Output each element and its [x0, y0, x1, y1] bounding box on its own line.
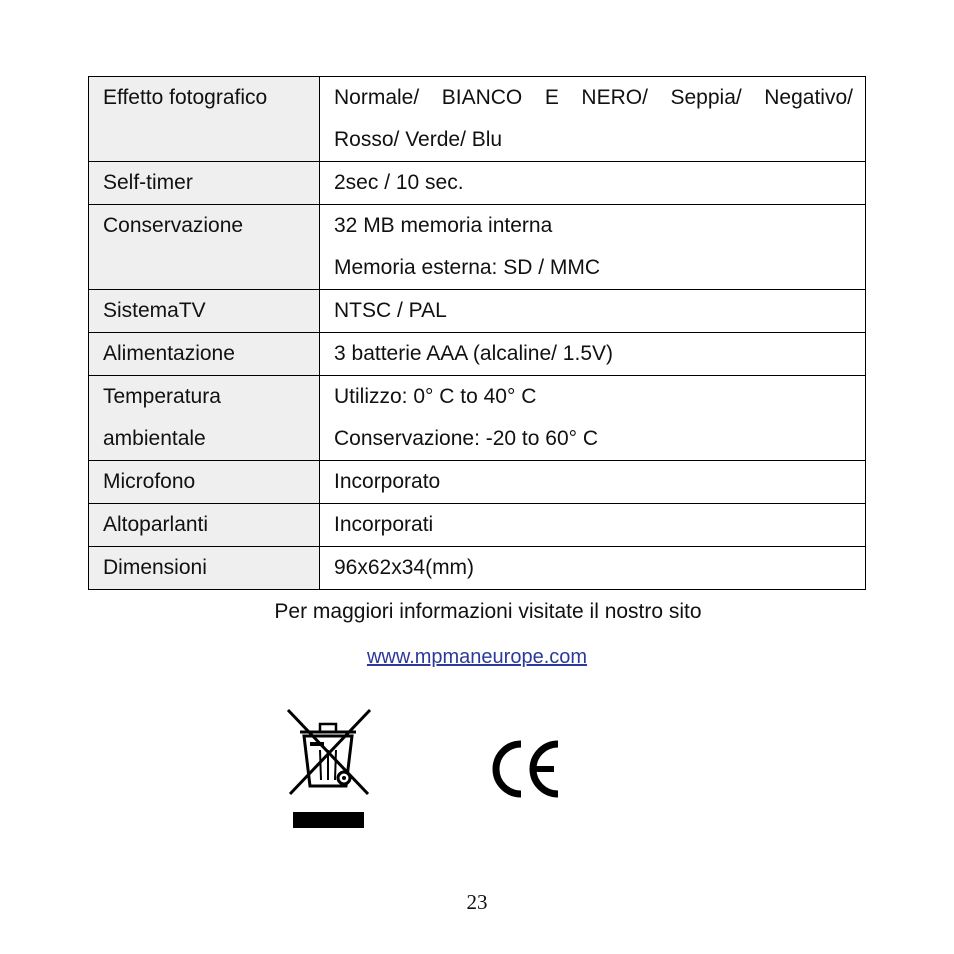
spec-value-cell: [320, 77, 866, 162]
spec-value: Memoria esterna: SD / MMC: [334, 256, 601, 279]
spec-label-cell: [89, 333, 320, 376]
spec-row: [89, 205, 866, 290]
spec-label: Dimensioni: [103, 556, 207, 579]
spec-row: [89, 162, 866, 205]
spec-label: Temperatura: [103, 385, 221, 408]
weee-crossed-bin-icon: [282, 706, 378, 834]
spec-label: Microfono: [103, 470, 196, 493]
spec-row: [89, 547, 866, 590]
spec-label: [89, 247, 319, 289]
spec-label-cell: [89, 77, 320, 162]
spec-value: 3 batterie AAA (alcaline/ 1.5V): [334, 342, 613, 365]
spec-value: Incorporati: [334, 513, 434, 536]
spec-value: Conservazione: -20 to 60° C: [334, 427, 599, 450]
spec-value: Utilizzo: 0° C to 40° C: [334, 385, 537, 408]
spec-row: [89, 376, 866, 461]
spec-row: [89, 290, 866, 333]
spec-value-cell: [320, 290, 866, 333]
spec-label-cell: [89, 205, 320, 290]
spec-value-cell: [320, 547, 866, 590]
page-number: 23: [466, 890, 488, 914]
ce-mark-icon: [490, 738, 564, 800]
spec-label: Altoparlanti: [103, 513, 209, 536]
spec-label: Conservazione: [103, 214, 244, 237]
spec-label-cell: [89, 547, 320, 590]
spec-label: Effetto fotografico: [103, 86, 268, 109]
spec-label-cell: [89, 162, 320, 205]
spec-value: 96x62x34(mm): [334, 556, 475, 579]
spec-value: Rosso/ Verde/ Blu: [334, 128, 503, 151]
spec-row: [89, 333, 866, 376]
info-text: Per maggiori informazioni visitate il nostro sito: [274, 600, 702, 623]
spec-row: [89, 504, 866, 547]
spec-value: Normale/ BIANCO E NERO/ Seppia/ Negativo/: [334, 86, 853, 109]
spec-label-cell: [89, 290, 320, 333]
spec-value-cell: [320, 162, 866, 205]
spec-value: NTSC / PAL: [334, 299, 447, 322]
spec-row: [89, 77, 866, 162]
spec-label: ambientale: [103, 427, 206, 450]
spec-value: Incorporato: [334, 470, 441, 493]
spec-label-cell: [89, 461, 320, 504]
spec-value-cell: [320, 504, 866, 547]
spec-label: Self-timer: [103, 171, 193, 194]
spec-label-cell: [89, 376, 320, 461]
spec-label: SistemaTV: [103, 299, 206, 322]
spec-label: [89, 119, 319, 161]
spec-value-cell: [320, 461, 866, 504]
spec-row: [89, 461, 866, 504]
spec-value: 32 MB memoria interna: [334, 214, 553, 237]
spec-label: Alimentazione: [103, 342, 235, 365]
spec-label-cell: [89, 504, 320, 547]
spec-table: [88, 76, 866, 590]
spec-value-cell: [320, 333, 866, 376]
website-link[interactable]: www.mpmaneurope.com: [366, 646, 588, 668]
spec-value-cell: [320, 205, 866, 290]
spec-value: 2sec / 10 sec.: [334, 171, 464, 194]
spec-value-cell: [320, 376, 866, 461]
